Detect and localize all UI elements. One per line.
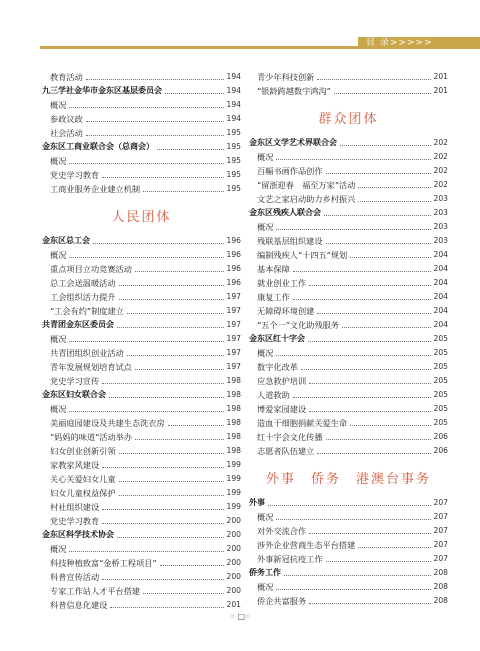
toc-entry-page: 200 [226, 530, 241, 539]
toc-entry-page: 204 [433, 320, 448, 329]
toc-entry[interactable] [249, 444, 448, 458]
toc-entry-page: 208 [433, 582, 448, 591]
dot-leader [127, 313, 224, 314]
dot-leader [317, 453, 430, 454]
toc-entry[interactable] [42, 248, 241, 262]
toc-entry-title: 概况 [50, 156, 67, 166]
toc-entry-title: 党史学习教育 [50, 170, 100, 180]
dot-leader [358, 547, 430, 548]
toc-entry-page: 202 [433, 152, 448, 161]
toc-entry-page: 206 [433, 446, 448, 455]
toc-entry-title: 科普信息化建设 [50, 600, 108, 610]
toc-entry-page: 207 [433, 526, 448, 535]
dot-leader [86, 79, 224, 80]
dot-leader [276, 589, 430, 590]
dot-leader [309, 533, 430, 534]
toc-entry[interactable] [42, 304, 241, 318]
dot-leader [168, 425, 224, 426]
dot-leader [268, 505, 431, 506]
toc-entry[interactable] [249, 430, 448, 444]
toc-entry-page: 207 [433, 512, 448, 521]
dot-leader [326, 243, 431, 244]
toc-entry-page: 196 [226, 278, 241, 287]
section-title: 人民团体 [111, 209, 172, 225]
toc-entry-title: 康复工作 [257, 292, 290, 302]
toc-entry-title: 概况 [257, 222, 274, 232]
dot-leader [326, 561, 431, 562]
toc-entry-title: 金东区工商业联合会（总商会） [42, 142, 154, 151]
toc-entry-title: 金东区残疾人联合会 [249, 208, 321, 217]
toc-entry-title: 概况 [257, 348, 274, 358]
toc-entry[interactable] [42, 542, 241, 556]
dot-leader [358, 187, 430, 188]
toc-entry-page: 205 [433, 376, 448, 385]
dot-leader [308, 341, 431, 342]
dot-leader [276, 355, 430, 356]
toc-entry[interactable] [42, 332, 241, 346]
dot-leader [326, 173, 431, 174]
toc-entry[interactable] [249, 192, 448, 206]
toc-entry-title: 金东区科学技术协会 [42, 530, 114, 539]
toc-entry-page: 201 [433, 72, 448, 81]
toc-entry[interactable] [249, 150, 448, 164]
dot-leader [324, 215, 431, 216]
toc-heading-entry[interactable] [249, 332, 448, 346]
toc-entry-title: “五个一”文化助残服务 [257, 320, 340, 330]
toc-entry[interactable] [42, 570, 241, 584]
toc-entry-title: 关心关爱妇女儿童 [50, 474, 116, 484]
dot-leader [276, 519, 430, 520]
toc-entry-title: 概况 [50, 334, 67, 344]
toc-entry-title: 九三学社金华市金东区基层委员会 [42, 86, 162, 95]
toc-entry[interactable] [249, 388, 448, 402]
toc-entry[interactable] [42, 276, 241, 290]
dot-leader [69, 107, 223, 108]
toc-entry-title: 无障碍环境创建 [257, 306, 315, 316]
toc-entry[interactable] [42, 182, 241, 196]
toc-entry-page: 202 [433, 180, 448, 189]
toc-entry-page: 200 [226, 516, 241, 525]
toc-entry[interactable] [42, 360, 241, 374]
toc-heading-entry[interactable] [42, 388, 241, 402]
toc-entry[interactable] [249, 276, 448, 290]
toc-entry[interactable] [249, 178, 448, 192]
dot-leader [157, 149, 224, 150]
toc-entry-title: 侨企共富服务 [257, 596, 307, 606]
toc-entry-page: 198 [226, 432, 241, 441]
toc-entry-page: 195 [226, 128, 241, 137]
toc-entry-page: 204 [433, 292, 448, 301]
dot-leader [117, 327, 224, 328]
toc-right-column [249, 70, 448, 608]
toc-entry[interactable] [42, 290, 241, 304]
toc-entry-page: 199 [226, 488, 241, 497]
toc-heading-entry[interactable] [249, 496, 448, 510]
dot-leader [276, 229, 430, 230]
dot-leader [350, 257, 430, 258]
toc-entry-page: 204 [433, 306, 448, 315]
toc-entry-title: 残联基层组织建设 [257, 236, 323, 246]
dot-leader [102, 383, 223, 384]
toc-entry-page: 207 [433, 540, 448, 549]
toc-left-column [42, 70, 241, 612]
toc-entry[interactable] [249, 552, 448, 566]
dot-leader [119, 495, 224, 496]
toc-heading-entry[interactable] [42, 140, 241, 154]
toc-heading-entry[interactable] [249, 566, 448, 580]
toc-entry[interactable] [249, 346, 448, 360]
dot-leader [69, 551, 223, 552]
toc-entry-title: 金东区文学艺术界联合会 [249, 138, 337, 147]
toc-entry-title: 美丽庭园建设及共建生态洗衣房 [50, 418, 165, 428]
toc-entry[interactable] [249, 374, 448, 388]
toc-entry-page: 199 [226, 460, 241, 469]
toc-entry-title: 博爱家园建设 [257, 404, 307, 414]
toc-entry-title: 党史学习宣传 [50, 376, 100, 386]
toc-heading-entry[interactable] [249, 136, 448, 150]
toc-entry[interactable] [249, 262, 448, 276]
toc-entry-page: 205 [433, 404, 448, 413]
dot-leader [119, 285, 224, 286]
dot-leader [309, 603, 430, 604]
toc-entry-title: 家教家风建设 [50, 460, 100, 470]
toc-entry-page: 205 [433, 390, 448, 399]
toc-entry-page: 207 [433, 554, 448, 563]
dot-leader [317, 79, 430, 80]
toc-entry-page: 196 [226, 250, 241, 259]
dot-leader [69, 411, 223, 412]
toc-entry-title: 应急救护培训 [257, 376, 307, 386]
toc-entry-page: 196 [226, 236, 241, 245]
toc-heading-entry[interactable] [42, 318, 241, 332]
toc-entry-page: 196 [226, 264, 241, 273]
toc-entry[interactable] [249, 318, 448, 332]
toc-entry-title: “银龄跨越数字鸿沟” [257, 86, 331, 96]
dot-leader [276, 159, 430, 160]
toc-entry-page: 198 [226, 446, 241, 455]
toc-entry-title: 数字化改革 [257, 362, 298, 372]
toc-entry-title: 概况 [257, 582, 274, 592]
toc-entry-page: 204 [433, 264, 448, 273]
toc-entry-title: 共青团组织创业活动 [50, 348, 124, 358]
toc-entry[interactable] [42, 126, 241, 140]
toc-entry[interactable] [42, 598, 241, 612]
dot-leader [135, 271, 224, 272]
dot-leader [86, 135, 224, 136]
toc-entry[interactable] [42, 430, 241, 444]
dot-leader [293, 271, 431, 272]
toc-entry[interactable] [249, 234, 448, 248]
toc-entry-title: 教育活动 [50, 72, 83, 82]
toc-entry-page: 195 [226, 170, 241, 179]
toc-entry-title: 造血干细胞捐献关爱生命 [257, 418, 348, 428]
dot-leader [119, 481, 224, 482]
toc-entry[interactable] [249, 402, 448, 416]
toc-entry-title: 概况 [257, 512, 274, 522]
toc-entry-page: 202 [433, 138, 448, 147]
toc-entry-page: 197 [226, 348, 241, 357]
toc-entry-title: 科技种植致富“金桥工程项目” [50, 558, 157, 568]
toc-entry-page: 194 [226, 72, 241, 81]
toc-entry-title: 基本保障 [257, 264, 290, 274]
toc-entry-page: 201 [226, 600, 241, 609]
toc-entry-page: 199 [226, 502, 241, 511]
toc-entry-page: 194 [226, 100, 241, 109]
toc-entry-page: 197 [226, 306, 241, 315]
toc-entry-title: 外事新冠抗疫工作 [257, 554, 323, 564]
toc-entry-page: 208 [433, 596, 448, 605]
toc-entry-title: “妈妈的味道”活动举办 [50, 432, 133, 442]
toc-entry-title: 概况 [50, 404, 67, 414]
toc-entry-title: 科普宣传活动 [50, 572, 100, 582]
toc-entry-title: 对外交流合作 [257, 526, 307, 536]
dot-leader [309, 383, 430, 384]
toc-entry-title: 文艺之家启动助力乡村振兴 [257, 194, 356, 204]
dot-leader [119, 299, 224, 300]
toc-entry-page: 205 [433, 362, 448, 371]
toc-entry-title: 社会活动 [50, 128, 83, 138]
toc-entry[interactable] [42, 402, 241, 416]
toc-entry[interactable] [249, 510, 448, 524]
toc-entry-page: 195 [226, 184, 241, 193]
toc-entry-title: 人道救助 [257, 390, 290, 400]
toc-entry-page: 206 [433, 432, 448, 441]
toc-entry-page: 207 [433, 498, 448, 507]
toc-entry[interactable] [249, 248, 448, 262]
toc-entry[interactable] [42, 416, 241, 430]
dot-leader [143, 191, 223, 192]
dot-leader [284, 575, 431, 576]
toc-entry-page: 197 [226, 334, 241, 343]
toc-entry-title: 金东区红十字会 [249, 334, 305, 343]
toc-entry-title: 金东区妇女联合会 [42, 390, 106, 399]
dot-leader [102, 177, 223, 178]
toc-entry[interactable] [249, 304, 448, 318]
toc-entry[interactable] [42, 556, 241, 570]
toc-entry[interactable] [42, 472, 241, 486]
toc-entry[interactable] [42, 154, 241, 168]
toc-entry-page: 202 [433, 166, 448, 175]
toc-entry-page: 205 [433, 418, 448, 427]
dot-leader [117, 537, 224, 538]
toc-entry-page: 203 [433, 222, 448, 231]
dot-leader [93, 243, 224, 244]
dot-leader [334, 93, 431, 94]
dot-leader [317, 313, 430, 314]
toc-entry-title: 涉外企业营商生态平台搭建 [257, 540, 356, 550]
toc-entry-page: 203 [433, 236, 448, 245]
dot-leader [127, 355, 224, 356]
toc-entry-title: 工会组织活力提升 [50, 292, 116, 302]
toc-entry-title: 概况 [50, 250, 67, 260]
toc-entry-title: 妇女儿童权益保护 [50, 488, 116, 498]
dot-leader [350, 425, 430, 426]
toc-entry-page: 197 [226, 292, 241, 301]
toc-entry-title: “留浙迎春 福至万家”活动 [257, 180, 356, 190]
toc-entry-page: 204 [433, 278, 448, 287]
toc-entry-page: 201 [433, 86, 448, 95]
dot-leader [301, 369, 431, 370]
toc-heading-entry[interactable] [42, 528, 241, 542]
toc-entry[interactable] [42, 70, 241, 84]
toc-entry-title: 概况 [50, 100, 67, 110]
section-title: 群众团体 [318, 111, 379, 127]
dot-leader [340, 145, 431, 146]
toc-entry[interactable] [249, 538, 448, 552]
toc-entry[interactable] [42, 98, 241, 112]
toc-heading-entry[interactable] [42, 84, 241, 98]
toc-entry-page: 200 [226, 544, 241, 553]
toc-entry-title: 妇女创业创新引领 [50, 446, 116, 456]
toc-entry-title: 党史学习教育 [50, 516, 100, 526]
toc-entry-page: 208 [433, 568, 448, 577]
toc-heading-entry[interactable] [249, 206, 448, 220]
dot-leader [102, 523, 223, 524]
toc-entry[interactable] [42, 514, 241, 528]
toc-entry-title: 百幅书画作品创作 [257, 166, 323, 176]
dot-leader [160, 565, 224, 566]
toc-entry-title: 村社组织建设 [50, 502, 100, 512]
toc-entry-page: 199 [226, 474, 241, 483]
dot-leader [143, 593, 223, 594]
toc-entry-page: 197 [226, 320, 241, 329]
toc-entry[interactable] [42, 584, 241, 598]
toc-entry-page: 200 [226, 572, 241, 581]
dot-leader [342, 327, 430, 328]
dot-leader [102, 467, 223, 468]
toc-entry-title: 志愿者队伍建立 [257, 446, 315, 456]
toc-entry-title: 编制残疾人“十四五”规划 [257, 250, 348, 260]
toc-entry-title: 总工会送温暖活动 [50, 278, 116, 288]
toc-entry-page: 198 [226, 376, 241, 385]
toc-entry-title: 共青团金东区委员会 [42, 320, 114, 329]
toc-entry-title: “工会有约”制度建立 [50, 306, 124, 316]
toc-entry-page: 194 [226, 86, 241, 95]
toc-entry-title: 概况 [50, 544, 67, 554]
toc-entry-page: 198 [226, 404, 241, 413]
toc-entry-title: 外事 [249, 498, 265, 507]
toc-entry[interactable] [42, 458, 241, 472]
toc-entry-title: 工商业服务企业建立机制 [50, 184, 141, 194]
dot-leader [165, 93, 224, 94]
toc-entry-page: 198 [226, 390, 241, 399]
page-header [0, 0, 480, 54]
toc-entry-title: 概况 [257, 152, 274, 162]
toc-entry[interactable] [249, 594, 448, 608]
toc-entry-title: 金东区总工会 [42, 236, 90, 245]
dot-leader [110, 607, 223, 608]
toc-entry-title: 青年发展规划培育试点 [50, 362, 132, 372]
toc-entry[interactable] [249, 220, 448, 234]
page-number: ◦ □◦ [230, 612, 250, 621]
toc-entry[interactable] [42, 168, 241, 182]
dot-leader [135, 439, 223, 440]
toc-entry-page: 200 [226, 558, 241, 567]
dot-leader [86, 121, 224, 122]
dot-leader [102, 579, 223, 580]
toc-entry[interactable] [249, 360, 448, 374]
dot-leader [135, 369, 224, 370]
toc-entry[interactable] [249, 290, 448, 304]
dot-leader [102, 509, 223, 510]
dot-leader [293, 397, 431, 398]
toc-entry[interactable] [42, 500, 241, 514]
toc-entry-page: 198 [226, 418, 241, 427]
toc-entry-page: 195 [226, 142, 241, 151]
dot-leader [358, 201, 430, 202]
toc-entry-page: 200 [226, 586, 241, 595]
toc-entry-page: 203 [433, 208, 448, 217]
toc-entry-title: 就业创业工作 [257, 278, 307, 288]
toc-entry-page: 205 [433, 348, 448, 357]
toc-entry[interactable] [42, 112, 241, 126]
toc-entry[interactable] [249, 416, 448, 430]
toc-entry[interactable] [42, 374, 241, 388]
toc-entry[interactable] [42, 262, 241, 276]
toc-entry-page: 204 [433, 250, 448, 259]
section-title: 外事 侨务 港澳台事务 [265, 471, 431, 487]
toc-entry-title: 专家工作站人才平台搭建 [50, 586, 141, 596]
toc-entry[interactable] [42, 346, 241, 360]
toc-entry-title: 参政议政 [50, 114, 83, 124]
dot-leader [309, 285, 430, 286]
toc-entry-page: 205 [433, 334, 448, 343]
toc-entry[interactable] [249, 580, 448, 594]
toc-header-label: 目 录>>>>> [358, 37, 480, 49]
dot-leader [309, 411, 430, 412]
toc-entry[interactable] [42, 444, 241, 458]
dot-leader [109, 397, 224, 398]
toc-entry[interactable] [42, 486, 241, 500]
toc-entry[interactable] [249, 84, 448, 98]
dot-leader [69, 163, 223, 164]
toc-entry-page: 197 [226, 362, 241, 371]
dot-leader [69, 341, 223, 342]
toc-entry-title: 重点项目立功竞赛活动 [50, 264, 132, 274]
toc-entry-page: 203 [433, 194, 448, 203]
dot-leader [326, 439, 431, 440]
toc-entry-title: 红十字会文化传播 [257, 432, 323, 442]
toc-heading-entry[interactable] [42, 234, 241, 248]
toc-entry-page: 194 [226, 114, 241, 123]
dot-leader [293, 299, 431, 300]
toc-entry-title: 青少年科技创新 [257, 72, 315, 82]
dot-leader [69, 257, 223, 258]
toc-entry-title: 侨务工作 [249, 568, 281, 577]
toc-entry[interactable] [249, 524, 448, 538]
dot-leader [119, 453, 224, 454]
toc-entry-page: 195 [226, 156, 241, 165]
toc-entry[interactable] [249, 70, 448, 84]
toc-entry[interactable] [249, 164, 448, 178]
